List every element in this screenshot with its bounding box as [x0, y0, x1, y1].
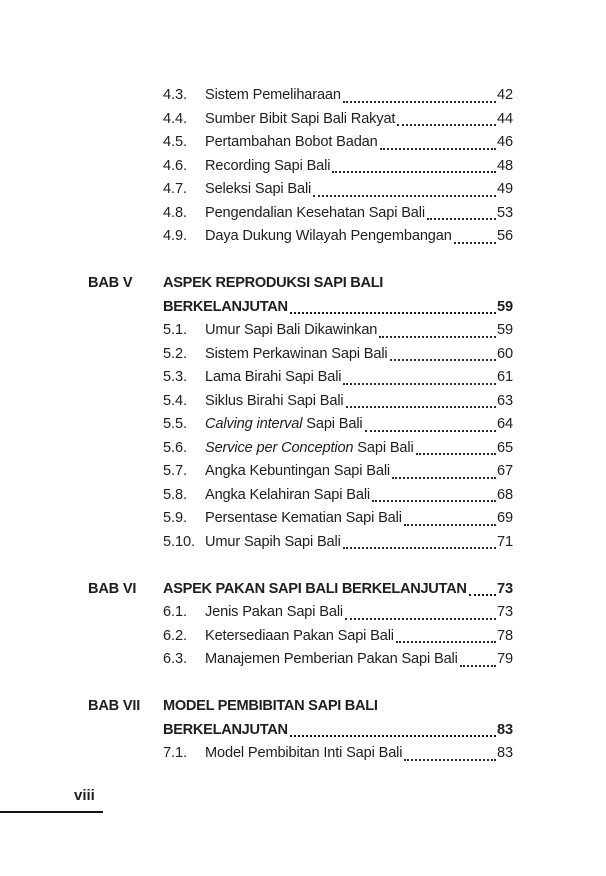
chapter-title: ASPEK REPRODUKSI SAPI BALI	[163, 275, 384, 291]
toc-section	[88, 695, 513, 766]
chapter-heading-continuation-row	[88, 719, 513, 743]
entry-number: 4.4.	[163, 110, 187, 127]
entry-page-number: 63	[496, 392, 513, 409]
entry-title: Angka Kebuntingan Sapi Bali	[205, 463, 390, 479]
entry-page-number: 42	[496, 87, 513, 103]
entry-title: Lama Birahi Sapi Bali	[205, 369, 342, 385]
chapter-label: BAB VI	[88, 580, 137, 597]
entry-title: Umur Sapih Sapi Bali	[205, 533, 341, 550]
chapter-title-continued: BERKELANJUTAN	[163, 298, 288, 315]
dot-leader	[290, 735, 496, 737]
entry-number: 5.4.	[163, 392, 187, 409]
entry-number: 5.3.	[163, 369, 187, 385]
entry-title: Service per Conception Sapi Bali	[205, 439, 414, 456]
entry-page-number: 48	[496, 157, 513, 174]
toc-entry	[88, 343, 513, 367]
entry-title: Sistem Perkawinan Sapi Bali	[205, 345, 388, 362]
entry-page-number: 73	[496, 604, 513, 620]
dot-leader	[396, 641, 496, 643]
dot-leader	[469, 594, 496, 596]
dot-leader	[397, 124, 496, 126]
entry-number: 5.5.	[163, 416, 187, 432]
dot-leader	[427, 218, 496, 220]
chapter-heading-row	[88, 695, 513, 719]
entry-number: 6.1.	[163, 604, 187, 620]
dot-leader	[343, 547, 496, 549]
toc-entry	[88, 390, 513, 414]
dot-leader	[454, 242, 496, 244]
entry-page-number: 83	[496, 745, 513, 761]
entry-number: 5.6.	[163, 439, 187, 456]
entry-page-number: 49	[496, 181, 513, 197]
entry-title: Sistem Pemeliharaan	[205, 87, 341, 103]
toc-entry	[88, 625, 513, 649]
toc-entry	[88, 108, 513, 132]
dot-leader	[380, 148, 496, 150]
dot-leader	[346, 406, 496, 408]
entry-page-number: 59	[496, 322, 513, 338]
dot-leader	[313, 195, 496, 197]
dot-leader	[332, 171, 496, 173]
dot-leader	[404, 524, 496, 526]
entry-page-number: 61	[496, 369, 513, 385]
entry-title: Siklus Birahi Sapi Bali	[205, 392, 344, 409]
entry-title: Calving interval Sapi Bali	[205, 416, 363, 432]
entry-page-number: 71	[496, 533, 513, 550]
dot-leader	[343, 383, 496, 385]
footer-rule	[0, 811, 103, 813]
chapter-label: BAB V	[88, 275, 133, 291]
table-of-contents	[88, 84, 513, 789]
toc-entry	[88, 319, 513, 343]
dot-leader	[290, 312, 496, 314]
dot-leader	[392, 477, 496, 479]
entry-page-number: 67	[496, 463, 513, 479]
entry-number: 4.8.	[163, 204, 187, 221]
toc-entry	[88, 531, 513, 555]
entry-number: 5.2.	[163, 345, 187, 362]
entry-number: 4.7.	[163, 181, 187, 197]
chapter-heading-continuation-row	[88, 296, 513, 320]
dot-leader	[390, 359, 496, 361]
entry-number: 5.9.	[163, 510, 187, 526]
entry-title: Daya Dukung Wilayah Pengembangan	[205, 228, 452, 244]
footer-page-number: viii	[74, 787, 95, 804]
dot-leader	[379, 336, 496, 338]
dot-leader	[404, 759, 496, 761]
entry-title-italic-term: Service per Conception	[205, 439, 354, 456]
toc-section	[88, 578, 513, 672]
chapter-title-continued: BERKELANJUTAN	[163, 721, 288, 738]
toc-entry	[88, 484, 513, 508]
entry-number: 4.3.	[163, 87, 187, 103]
toc-entry	[88, 225, 513, 249]
dot-leader	[372, 500, 496, 502]
entry-number: 5.1.	[163, 322, 187, 338]
entry-page-number: 79	[496, 651, 513, 667]
entry-page-number: 44	[496, 110, 513, 127]
dot-leader	[343, 101, 496, 103]
chapter-heading-row	[88, 578, 513, 602]
entry-number: 5.10.	[163, 533, 195, 550]
entry-title: Angka Kelahiran Sapi Bali	[205, 486, 370, 503]
entry-title: Persentase Kematian Sapi Bali	[205, 510, 402, 526]
entry-page-number: 53	[496, 204, 513, 221]
entry-page-number: 68	[496, 486, 513, 503]
chapter-heading-row	[88, 272, 513, 296]
entry-page-number: 69	[496, 510, 513, 526]
chapter-page-number: 83	[496, 721, 513, 738]
toc-entry	[88, 507, 513, 531]
chapter-label: BAB VII	[88, 698, 141, 714]
entry-page-number: 78	[496, 627, 513, 644]
toc-entry	[88, 202, 513, 226]
entry-title: Sumber Bibit Sapi Bali Rakyat	[205, 110, 396, 127]
entry-title-italic-term: Calving interval	[205, 416, 303, 432]
chapter-title: MODEL PEMBIBITAN SAPI BALI	[163, 698, 378, 714]
dot-leader	[416, 453, 496, 455]
entry-number: 6.3.	[163, 651, 187, 667]
toc-entry	[88, 413, 513, 437]
entry-page-number: 65	[496, 439, 513, 456]
entry-number: 4.5.	[163, 134, 187, 150]
toc-entry	[88, 366, 513, 390]
toc-entry	[88, 601, 513, 625]
toc-section	[88, 272, 513, 554]
toc-entry	[88, 131, 513, 155]
entry-number: 4.6.	[163, 157, 187, 174]
dot-leader	[460, 665, 496, 667]
entry-title: Recording Sapi Bali	[205, 157, 331, 174]
entry-number: 7.1.	[163, 745, 187, 761]
entry-page-number: 60	[496, 345, 513, 362]
dot-leader	[365, 430, 496, 432]
entry-title: Pertambahan Bobot Badan	[205, 134, 378, 150]
entry-number: 6.2.	[163, 627, 187, 644]
entry-number: 5.8.	[163, 486, 187, 503]
toc-section	[88, 84, 513, 249]
entry-page-number: 64	[496, 416, 513, 432]
entry-title: Seleksi Sapi Bali	[205, 181, 312, 197]
entry-number: 4.9.	[163, 228, 187, 244]
entry-title: Pengendalian Kesehatan Sapi Bali	[205, 204, 425, 221]
entry-title: Ketersediaan Pakan Sapi Bali	[205, 627, 394, 644]
entry-page-number: 56	[496, 228, 513, 244]
entry-number: 5.7.	[163, 463, 187, 479]
chapter-title: ASPEK PAKAN SAPI BALI BERKELANJUTAN	[163, 580, 467, 597]
dot-leader	[345, 618, 496, 620]
toc-entry	[88, 178, 513, 202]
toc-entry	[88, 437, 513, 461]
toc-entry	[88, 742, 513, 766]
entry-title: Umur Sapi Bali Dikawinkan	[205, 322, 378, 338]
entry-page-number: 46	[496, 134, 513, 150]
chapter-page-number: 59	[496, 298, 513, 315]
chapter-page-number: 73	[496, 580, 513, 597]
toc-entry	[88, 155, 513, 179]
entry-title: Jenis Pakan Sapi Bali	[205, 604, 344, 620]
toc-entry	[88, 84, 513, 108]
toc-entry	[88, 460, 513, 484]
entry-title: Model Pembibitan Inti Sapi Bali	[205, 745, 403, 761]
entry-title: Manajemen Pemberian Pakan Sapi Bali	[205, 651, 458, 667]
toc-entry	[88, 648, 513, 672]
